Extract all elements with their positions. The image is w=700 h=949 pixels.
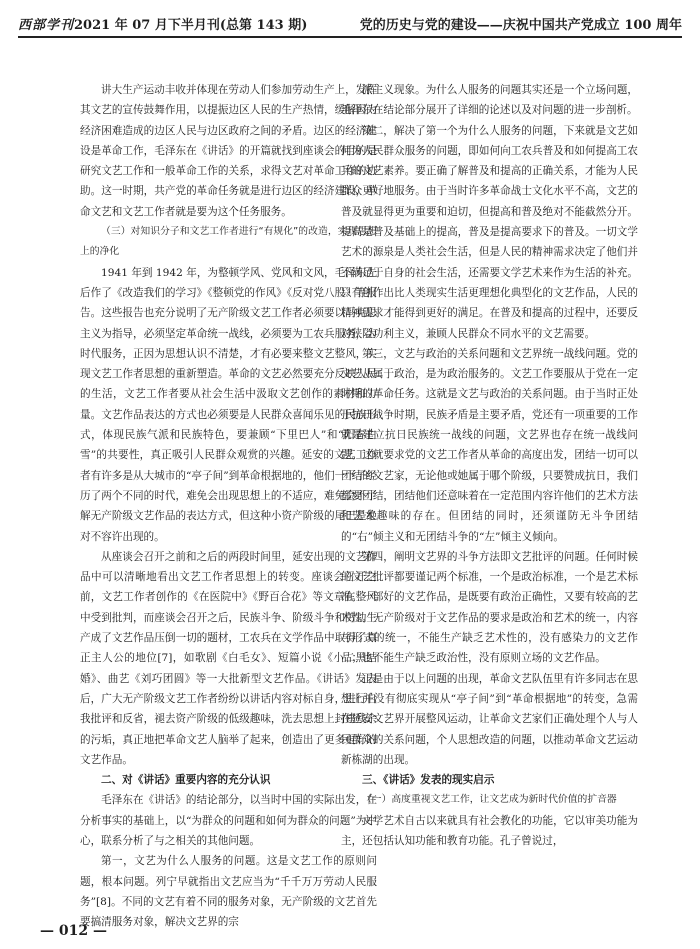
paragraph: 第一，文艺为什么人服务的问题。这是文艺工作的原则问题，根本问题。列宁早就指出文艺应当为“千千万万劳动人民服务”[8]。不同的文艺有着不同的服务对象，无产阶级的文艺首先要搞清服务对象，解决文艺界的宗 [80,855,377,929]
section-heading: 二、对《讲话》重要内容的充分认识 [101,774,271,787]
paragraph: 派主义现象。为什么人服务的问题其实还是一个立场问题，毛泽东在结论部分展开了详细的论述以及对问题的进一步剖析。 [341,84,638,117]
paragraph: 第二，解决了第一个为什么人服务的问题，下来就是文艺如何为人民群众服务的问题，即如何向工农兵普及和如何提高工农兵的文艺素养。要正确了解普及和提高的正确关系，才能为人民群众更好地服务。由于当时许多革命战士文化水平不高，文艺的普及就显得更为重要和迫切，但提高和普及绝对不能截然分开。提高是普及基础上的提高，普及是提高要求下的普及。一切文学艺术的源泉是人类社会生活，但是人民的精神需求决定了他们并不满足于自身的社会生活，还需要文学艺术来作为生活的补充。只有创作出比人类现实生活更理想化典型化的文艺作品，人民的精神需求才能得到更好的满足。在普及和提高的过程中，还要反对狭隘功利主义，兼顾人民群众不同水平的文艺需要。 [341,124,638,340]
paragraph: 1941 年到 1942 年，为整顿学风、党风和文风，毛泽东先后作了《改造我们的学习》《整顿党的作风》《反对党八股》等报告。这些报告也充分说明了无产阶级文艺工作者必须要以马克思主义为指导，必须坚定革命统一战线，必须要为工农兵服务，为时代服务，正因为思想认识不清楚，才有必要来整文艺整风，实现文艺工作者思想的重新塑造。革命的文艺必然要充分反映人民的生活，文艺工作者要从社会生活中汲取文艺创作的素材和力量。文艺作品表达的方式也必须要是人民群众喜闻乐见的民族形式，体现民族气派和民族特色，要兼顾“下里巴人”和“阳春白雪”的共要性，真正吸引人民群众观赏的兴趣。延安的文艺工作者有许多是从大城市的“亭子间”到革命根据地的，他们一下子经历了两个不同的时代，难免会出现思想上的不适应，难免会不了解无产阶级文艺作品的表达方式，但这种小资产阶级的尾巴是绝对不容许出现的。 [80,266,377,543]
page-header [18,4,682,38]
right-column [341,80,638,851]
left-column [80,80,377,932]
paragraph: 毛泽东在《讲话》的结论部分，以当时中国的实际出发，在分析事实的基础上，以“为群众的问题和如何为群众的问题”为中心，联系分析了与之相关的其他问题。 [80,794,377,847]
journal-name: 西部学刊 [18,18,75,33]
paragraph: 文学艺术自古以来就具有社会教化的功能，它以审美功能为主，还包括认知功能和教育功能。孔子曾说过， [341,814,638,847]
column-title: 党的历史与党的建设——庆祝中国共产党成立 100 周年 [359,18,682,33]
paragraph: 第四，阐明文艺界的斗争方法即文艺批评的问题。任何时候的文艺批评都要谨记两个标准，一个是政治标准，一个是艺术标准。一部好的文艺作品，是既要有政治正确性，又要有较高的艺术性。无产阶级对于文艺作品的要求是政治和艺术的统一，内容与形式的统一，不能生产缺乏艺术性的，没有感染力的文艺作品；也不能生产缺乏政治性，没有原则立场的文艺作品。 [341,550,638,665]
section-heading: 三、《讲话》发表的现实启示 [362,774,495,787]
paragraph: 第三，文艺与政治的关系问题和文艺界统一战线问题。党的文艺从属于政治，是为政治服务的。文艺工作要服从于党在一定时期的革命任务。这就是文艺与政治的关系问题。由于当时正处于抗日战争时期，民族矛盾是主要矛盾，党还有一项重要的工作就是建立抗日民族统一战线的问题，文艺界也存在统一战线问题。这就要求党的文艺工作者从革命的高度出发，团结一切可以团结的文艺家，无论他或她属于哪个阶级，只要赞成抗日，我们都要团结，团结他们还意味着在一定范围内容许他们的艺术方法和艺术趣味的存在。但团结的同时，还须谨防无斗争团结的“右”倾主义和无团结斗争的“左”倾主义倾向。 [341,347,638,543]
paragraph: 讲大生产运动丰收并体现在劳动人们参加劳动生产上，发挥其文艺的宣传鼓舞作用，以提振边区人民的生产热情，缓解因为经济困难造成的边区人民与边区政府之间的矛盾。边区的经济建设是革命工作，毛泽东在《讲话》的开篇就找到座谈会的目的是研究文艺工作和一般革命工作的关系，求得文艺对革命工作的协助。这一时期，共产党的革命任务就是进行边区的经济建设，革命文艺和文艺工作者就是要为这个任务服务。 [80,84,377,218]
subsection-heading: （三）对知识分子和文艺工作者进行“有规化”的改造，实现思想上的净化 [80,226,377,258]
journal-info [18,14,307,33]
page-number: — 012 — [40,923,107,939]
issue-info: 2021 年 07 月下半月刊(总第 143 期) [74,18,308,33]
paragraph: 正是由于以上问题的出现，革命文艺队伍里有许多同志在思想上并没有彻底实现从“亭子间”到“革命根据地”的转变，急需在延安文艺界开展整风运动，让革命文艺家们正确处理个人与人民群众的关系问题，个人思想改造的问题，以推动革命文艺运动新栋湖的出现。 [341,672,638,766]
paragraph: 从座谈会召开之前和之后的两段时间里，延安出现的文艺作品中可以清晰地看出文艺工作者思想上的转变。座谈会召开之前，文艺工作者创作的《在医院中》《野百合花》等文章在整风中受到批判，而座谈会召开之后，民族斗争、阶级斗争和劳动生产成了文艺作品压倒一切的题材，工农兵在文学作品中取得了真正主人公的地位[7]，如歌剧《白毛女》、短篇小说《小二黑结婚》、曲艺《刘巧团圆》等一大批新型文艺作品。《讲话》发表后，广大无产阶级文艺工作者纷纷以讲话内容对标自身，进行自我批评和反省，褪去资产阶级的低级趣味，洗去思想上封建残余的污垢，真正地把革命文艺人脑举了起来，创造出了更多更好的文艺作品。 [80,550,377,766]
subsection-heading: （一）高度重视文艺工作，让文艺成为新时代价值的扩音器 [362,794,617,806]
